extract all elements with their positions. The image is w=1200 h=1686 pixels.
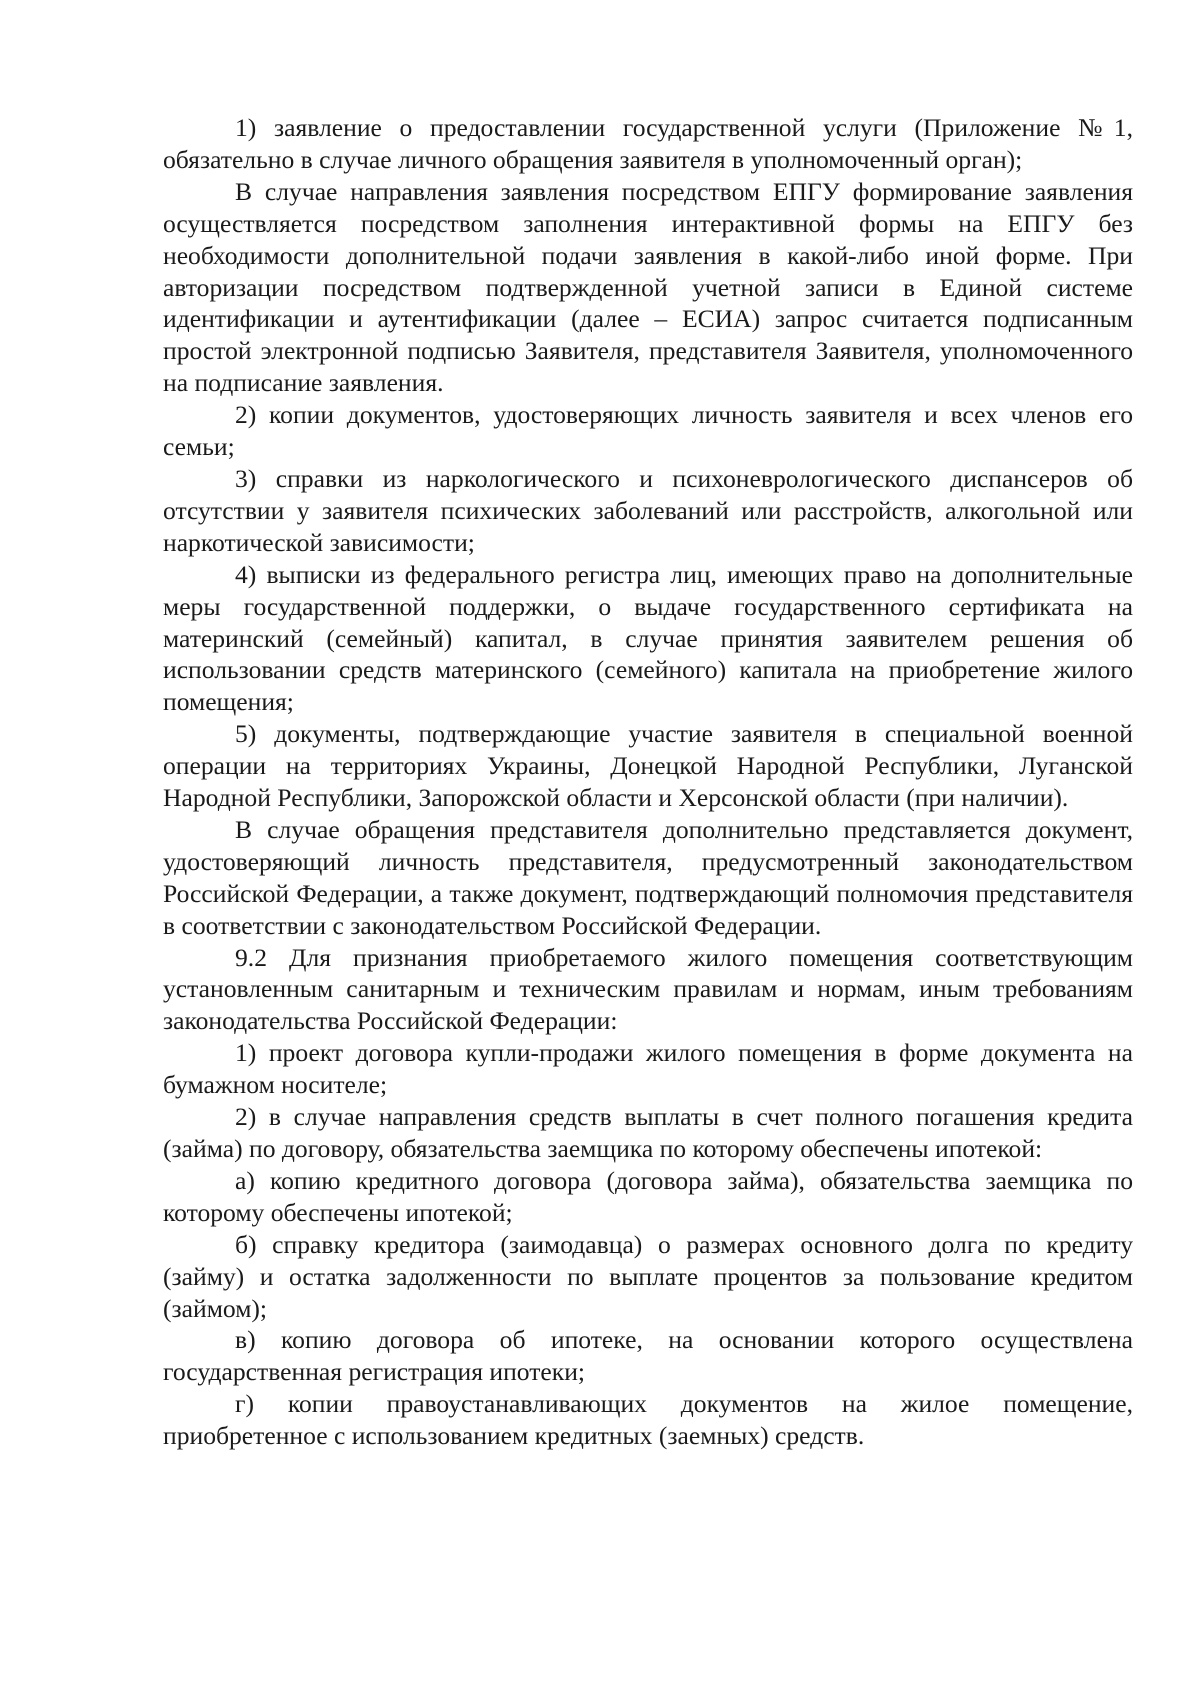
paragraph-epgu-submission: В случае направления заявления посредством ЕПГУ формирование заявления осуществляется посредством заполнения интерактивной формы на ЕПГУ без необходимости дополнительной подачи заявления в какой-либо иной форме. При авторизации посредством подтвержденной учетной записи в Единой системе идентификации и аутентификации (далее – ЕСИА) запрос считается подписанным простой электронной подписью Заявителя, представителя Заявителя, уполномоченного на подписание заявления.: [163, 176, 1133, 398]
paragraph-application: 1) заявление о предоставлении государственной услуги (Приложение №1, обязательно в случае личного обращения заявителя в уполномоченный орган);: [163, 113, 1133, 174]
paragraph-identity-copies: 2) копии документов, удостоверяющих личность заявителя и всех членов его семьи;: [163, 400, 1133, 462]
paragraph-contract-draft: 1) проект договора купли-продажи жилого помещения в форме документа на бумажном носителе;: [163, 1038, 1133, 1100]
paragraph-credit-agreement: а) копию кредитного договора (договора займа), обязательства заемщика по которому обеспечены ипотекой;: [163, 1165, 1133, 1227]
paragraph-creditor-statement: б) справку кредитора (заимодавца) о размерах основного долга по кредиту (займу) и остатка задолженности по выплате процентов за пользование кредитом (займом);: [163, 1229, 1133, 1323]
paragraph-representative: В случае обращения представителя дополнительно представляется документ, удостоверяющий личность представителя, предусмотренный законодательством Российской Федерации, а также документ, подтверждающий полномочия представителя в соответствии с законодательством Российской Федерации.: [163, 814, 1133, 940]
paragraph-loan-repayment: 2) в случае направления средств выплаты в счет полного погашения кредита (займа) по договору, обязательства заемщика по которому обеспечены ипотекой:: [163, 1102, 1133, 1163]
paragraph-mortgage-contract: в) копию договора об ипотеке, на основании которого осуществлена государственная регистрация ипотеки;: [163, 1325, 1133, 1387]
paragraph-title-documents: г) копии правоустанавливающих документов на жилое помещение, приобретенное с использованием кредитных (заемных) средств.: [163, 1389, 1133, 1451]
paragraph-medical-certificates: 3) справки из наркологического и психоневрологического диспансеров об отсутствии у заявителя психических заболеваний или расстройств, алкогольной или наркотической зависимости;: [163, 463, 1133, 557]
paragraph-svo-documents: 5) документы, подтверждающие участие заявителя в специальной военной операции на территориях Украины, Донецкой Народной Республики, Луганской Народной Республики, Запорожской области и Херсонской области (при наличии).: [163, 719, 1133, 813]
paragraph-register-extracts: 4) выписки из федерального регистра лиц, имеющих право на дополнительные меры государственной поддержки, о выдаче государственного сертификата на материнский (семейный) капитал, в случае принятия заявителем решения об использовании средств материнского (семейного) капитала на приобретение жилого помещения;: [163, 559, 1133, 717]
paragraph-section-9-2: 9.2 Для признания приобретаемого жилого помещения соответствующим установленным санитарным и техническим правилам и нормам, иным требованиям законодательства Российской Федерации:: [163, 942, 1133, 1036]
document-page: [163, 112, 1133, 1452]
